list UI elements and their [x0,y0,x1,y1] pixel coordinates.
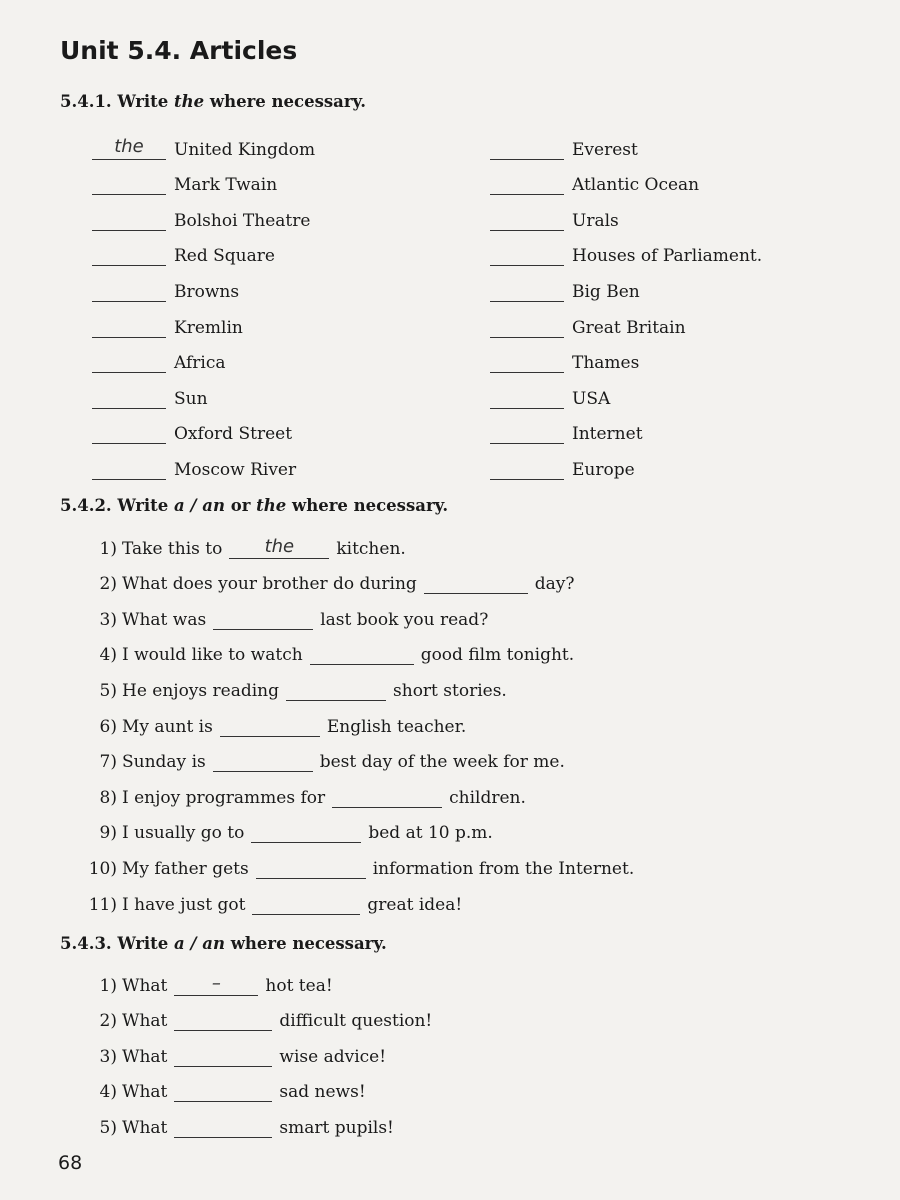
sentence-end: good film tonight. [420,645,575,666]
sentence-row [80,665,634,701]
item-number: 4) [99,1082,117,1103]
unit-title: Unit 5.4. Articles [60,36,298,65]
item-number: 2) [99,1011,117,1032]
exercise-item [92,160,490,196]
sentence-end: information from the Internet. [372,858,635,879]
sentence-end: hot tea! [265,975,333,996]
item-text: Everest [572,139,638,160]
answer-blank[interactable] [490,421,564,444]
answer-blank[interactable] [332,787,442,808]
answer-blank[interactable] [92,279,166,302]
sentence-start: My aunt is [122,716,213,737]
answer-blank[interactable] [490,137,564,160]
sentence-row [80,630,634,666]
answer-blank[interactable] [490,457,564,480]
item-text: USA [572,388,611,409]
item-text: Oxford Street [174,424,293,445]
item-number: 11) [88,894,117,915]
section-heading-5-4-3 [60,934,387,953]
answer-blank[interactable] [92,421,166,444]
page-number: 68 [58,1152,83,1174]
exercise-item [92,373,490,409]
item-text: Thames [572,353,640,374]
sentence-start: What [122,1117,168,1138]
answer-blank[interactable] [251,822,361,843]
item-number: 3) [99,1046,117,1067]
answer-blank[interactable] [490,386,564,409]
exercise-item [490,338,810,374]
item-text: Big Ben [572,281,640,302]
sentence-start: What [122,1046,168,1067]
exercise-item [490,195,810,231]
sentence-end: best day of the week for me. [319,752,565,773]
item-number: 1) [99,538,117,559]
answer-blank[interactable] [92,350,166,373]
answer-blank[interactable]: the [92,137,166,160]
answer-blank[interactable] [424,573,528,594]
item-number: 7) [99,752,117,773]
exercise-item [92,338,490,374]
section-heading-5-4-1 [60,92,366,111]
item-number: 5) [99,680,117,701]
sentence-end: great idea! [367,894,463,915]
exercise-item [490,124,810,160]
sentence-row [80,737,634,773]
sentence-row [80,1031,432,1067]
heading-text: where necessary. [224,934,387,953]
exercise-item [92,444,490,480]
item-text: Internet [572,424,643,445]
heading-text: 5.4.3. Write [60,934,175,953]
answer-blank[interactable] [490,315,564,338]
item-number: 1) [99,975,117,996]
exercise-item [490,409,810,445]
sentence-start: What does your brother do during [122,574,417,595]
answer-blank[interactable] [256,858,366,879]
sentence-start: I would like to watch [122,645,303,666]
answer-blank[interactable] [310,644,414,665]
item-text: Houses of Parliament. [572,246,763,267]
sentence-end: children. [449,787,526,808]
item-text: Great Britain [572,317,686,338]
answer-blank[interactable] [92,315,166,338]
item-text: Browns [174,281,240,302]
heading-emphasis: a / an [174,934,225,953]
sentence-start: Sunday is [122,752,206,773]
answer-blank[interactable] [174,1117,272,1138]
item-number: 6) [99,716,117,737]
sentence-end: smart pupils! [279,1117,394,1138]
sentence-start: I usually go to [122,823,245,844]
answer-blank[interactable]: the [229,538,329,559]
sentence-row [80,879,634,915]
answer-blank[interactable] [174,1046,272,1067]
answer-blank[interactable] [92,386,166,409]
answer-blank[interactable] [220,716,320,737]
item-text: Red Square [174,246,275,267]
item-number: 9) [99,823,117,844]
exercise-item [490,231,810,267]
sentence-end: difficult question! [279,1011,433,1032]
sentence-row [80,1067,432,1103]
item-number: 3) [99,609,117,630]
item-number: 10) [88,858,117,879]
sentence-row [80,559,634,595]
item-text: Africa [174,353,226,374]
item-text: Mark Twain [174,175,278,196]
answer-blank[interactable]: – [174,975,258,996]
exercise-item [92,409,490,445]
answer-blank[interactable] [252,894,360,915]
exercise-5-4-2-list [80,523,634,915]
sentence-row [80,808,634,844]
sentence-end: day? [534,574,575,595]
item-text: United Kingdom [174,139,316,160]
answer-blank[interactable] [490,350,564,373]
sentence-row [80,701,634,737]
sentence-start: He enjoys reading [122,680,280,701]
item-number: 2) [99,574,117,595]
sentence-end: sad news! [279,1082,366,1103]
answer-blank[interactable] [213,751,313,772]
answer-blank[interactable] [490,243,564,266]
heading-text: 5.4.1. Write [60,92,175,111]
item-text: Moscow River [174,459,297,480]
answer-blank[interactable] [490,279,564,302]
exercise-5-4-3-list [80,960,432,1138]
item-text: Europe [572,459,635,480]
sentence-start: My father gets [122,858,249,879]
sentence-start: What [122,975,168,996]
heading-text: where necessary. [286,496,449,515]
answer-blank[interactable] [490,172,564,195]
heading-emphasis: the [174,92,205,111]
exercise-item [92,266,490,302]
exercise-item [92,195,490,231]
heading-text: or [224,496,257,515]
exercise-item [490,160,810,196]
answer-blank[interactable] [92,243,166,266]
sentence-row [80,996,432,1032]
sentence-start: What was [122,609,207,630]
exercise-item [92,302,490,338]
section-heading-5-4-2 [60,496,448,515]
sentence-row [80,772,634,808]
sentence-end: wise advice! [279,1046,387,1067]
item-number: 4) [99,645,117,666]
sentence-start: Take this to [122,538,223,559]
exercise-item [490,444,810,480]
sentence-start: I enjoy programmes for [122,787,326,808]
heading-text: 5.4.2. Write [60,496,175,515]
heading-emphasis: a / an [174,496,225,515]
sentence-row [80,594,634,630]
sentence-row [80,523,634,559]
sentence-end: short stories. [393,680,507,701]
answer-blank[interactable] [92,457,166,480]
answer-blank[interactable] [213,609,313,630]
answer-blank[interactable] [286,680,386,701]
item-number: 8) [99,787,117,808]
answer-blank[interactable] [92,172,166,195]
item-number: 5) [99,1117,117,1138]
exercise-item [92,124,490,160]
sentence-row [80,1102,432,1138]
answer-blank[interactable] [490,208,564,231]
answer-blank[interactable] [92,208,166,231]
answer-blank[interactable] [174,1010,272,1031]
exercise-item [490,302,810,338]
item-text: Bolshoi Theatre [174,210,311,231]
heading-text: where necessary. [204,92,366,111]
item-text: Sun [174,388,208,409]
sentence-end: kitchen. [336,538,406,559]
exercise-item [490,373,810,409]
item-text: Kremlin [174,317,243,338]
exercise-item [92,231,490,267]
sentence-start: I have just got [122,894,246,915]
sentence-end: bed at 10 p.m. [368,823,493,844]
sentence-row [80,960,432,996]
sentence-start: What [122,1011,168,1032]
item-text: Urals [572,210,619,231]
exercise-item [490,266,810,302]
heading-emphasis: the [256,496,287,515]
sentence-start: What [122,1082,168,1103]
sentence-end: English teacher. [326,716,467,737]
exercise-5-4-1-grid [92,124,810,480]
sentence-end: last book you read? [320,609,489,630]
answer-blank[interactable] [174,1081,272,1102]
sentence-row [80,843,634,879]
item-text: Atlantic Ocean [572,175,700,196]
